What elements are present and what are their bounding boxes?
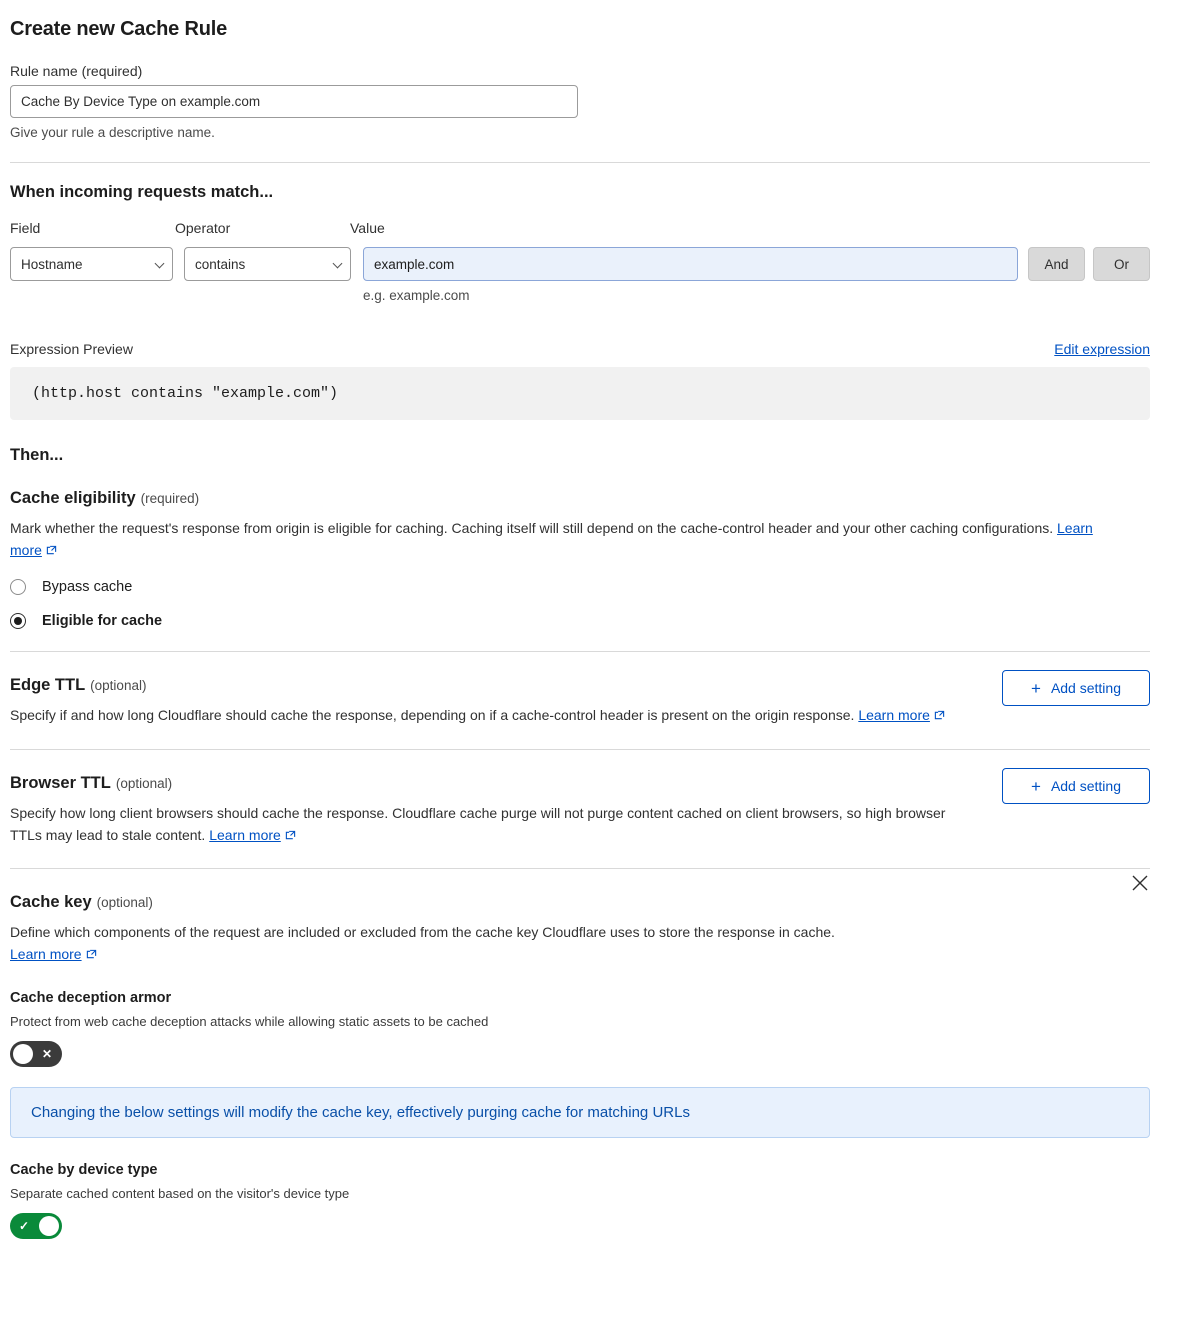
- browser-ttl-section: [10, 750, 1150, 846]
- cache-deception-armor-title: Cache deception armor: [10, 989, 172, 1006]
- external-link-icon: [285, 830, 296, 841]
- cache-eligibility-learn-more-link[interactable]: Learn more: [10, 520, 1093, 558]
- cache-eligibility-heading: Cache eligibility: [10, 489, 136, 507]
- cache-by-device-type-description: Separate cached content based on the visitor's device type: [10, 1185, 350, 1201]
- or-button[interactable]: Or: [1093, 247, 1150, 281]
- divider-1: [10, 162, 1150, 163]
- browser-ttl-description: [10, 803, 970, 846]
- radio-eligible-for-cache[interactable]: [10, 613, 1150, 629]
- cache-key-optional: (optional): [96, 895, 153, 911]
- toggle-off-mark: ✕: [41, 1046, 52, 1061]
- match-column-labels: [10, 220, 1150, 242]
- plus-icon: +: [1031, 678, 1041, 698]
- expression-header: [10, 341, 1150, 357]
- expression-preview-label: Expression Preview: [10, 341, 133, 357]
- cache-eligibility-description-text: Mark whether the request's response from origin is eligible for caching. Caching itself will still depend on the cache-control header and your other caching configurations.: [10, 520, 1054, 536]
- match-row: [10, 247, 1150, 303]
- match-section-title: When incoming requests match...: [10, 183, 274, 201]
- page-title: Create new Cache Rule: [10, 18, 227, 40]
- edge-ttl-description: [10, 705, 945, 727]
- toggle-knob: [39, 1216, 59, 1236]
- toggle-on-mark: ✓: [19, 1218, 30, 1233]
- browser-ttl-add-setting-button[interactable]: [1002, 768, 1150, 804]
- edge-ttl-title: [10, 676, 945, 695]
- plus-icon: +: [1031, 776, 1041, 796]
- browser-ttl-learn-more-link[interactable]: Learn more: [209, 826, 281, 843]
- cache-key-title: [10, 893, 835, 912]
- field-select[interactable]: [10, 247, 173, 281]
- browser-ttl-add-setting-label: Add setting: [1050, 778, 1121, 795]
- value-column: [363, 247, 1018, 303]
- cache-key-section: [10, 869, 1150, 965]
- radio-icon-bypass[interactable]: [10, 579, 26, 595]
- cache-by-device-type-toggle[interactable]: [10, 1213, 62, 1239]
- browser-ttl-optional: (optional): [115, 776, 173, 792]
- rule-name-section: [10, 63, 1150, 140]
- edge-ttl-learn-more-link[interactable]: Learn more: [858, 707, 930, 724]
- radio-icon-eligible[interactable]: [10, 613, 26, 629]
- cache-key-left: [10, 869, 835, 965]
- toggle-knob: [13, 1044, 33, 1064]
- value-input[interactable]: [363, 247, 1018, 281]
- edge-ttl-section: [10, 652, 1150, 727]
- cache-key-heading: Cache key: [10, 893, 92, 912]
- edge-ttl-left: [10, 652, 945, 727]
- edge-ttl-heading: Edge TTL: [10, 676, 86, 695]
- cache-deception-armor-description: Protect from web cache deception attacks while allowing static assets to be cached: [10, 1013, 489, 1029]
- cache-eligibility-required: (required): [140, 491, 200, 506]
- value-label: Value: [350, 220, 385, 236]
- and-or-group: [1028, 247, 1150, 281]
- browser-ttl-left: [10, 750, 970, 846]
- cache-eligibility-title: [10, 489, 1150, 508]
- operator-select[interactable]: [184, 247, 351, 281]
- value-hint: e.g. example.com: [363, 288, 470, 303]
- cache-by-device-type-title: Cache by device type: [10, 1161, 158, 1178]
- close-icon[interactable]: [1130, 873, 1150, 893]
- and-button[interactable]: And: [1028, 247, 1085, 281]
- radio-bypass-cache[interactable]: [10, 579, 1150, 595]
- field-select-wrapper: [10, 247, 173, 281]
- rule-name-helper: Give your rule a descriptive name.: [10, 125, 215, 140]
- operator-label: Operator: [175, 220, 231, 236]
- radio-label-eligible: Eligible for cache: [42, 613, 163, 630]
- edge-ttl-optional: (optional): [90, 678, 147, 694]
- cache-key-learn-more-link[interactable]: Learn more: [10, 946, 82, 963]
- edge-ttl-description-text: Specify if and how long Cloudflare should cache the response, depending on if a cache-control header is present on the origin response.: [10, 707, 855, 724]
- external-link-icon: [46, 545, 57, 556]
- cache-key-description: [10, 922, 835, 965]
- external-link-icon: [934, 710, 945, 721]
- cache-deception-armor-toggle[interactable]: [10, 1041, 62, 1067]
- edge-ttl-add-setting-button[interactable]: [1002, 670, 1150, 706]
- field-label: Field: [10, 220, 41, 236]
- expression-preview: (http.host contains "example.com"): [10, 367, 1150, 420]
- edge-ttl-add-setting-label: Add setting: [1050, 680, 1121, 697]
- cache-key-description-text: Define which components of the request are included or excluded from the cache key Cloudflare uses to store the response in cache.: [10, 924, 835, 941]
- external-link-icon: [86, 949, 97, 960]
- browser-ttl-title: [10, 774, 970, 793]
- browser-ttl-heading: Browser TTL: [10, 774, 111, 793]
- edit-expression-link[interactable]: Edit expression: [1054, 341, 1150, 357]
- radio-label-bypass: Bypass cache: [42, 579, 133, 596]
- browser-ttl-description-text: Specify how long client browsers should cache the response. Cloudflare cache purge will not purge content cached on client browsers, so high browser TTLs may lead to stale content.: [10, 805, 946, 843]
- then-title: Then...: [10, 446, 64, 464]
- rule-name-input[interactable]: [10, 85, 578, 118]
- rule-name-label: Rule name (required): [10, 63, 143, 79]
- cache-key-notice: Changing the below settings will modify the cache key, effectively purging cache for matching URLs: [10, 1087, 1150, 1138]
- operator-select-wrapper: [184, 247, 351, 281]
- cache-eligibility-description: [10, 518, 1125, 561]
